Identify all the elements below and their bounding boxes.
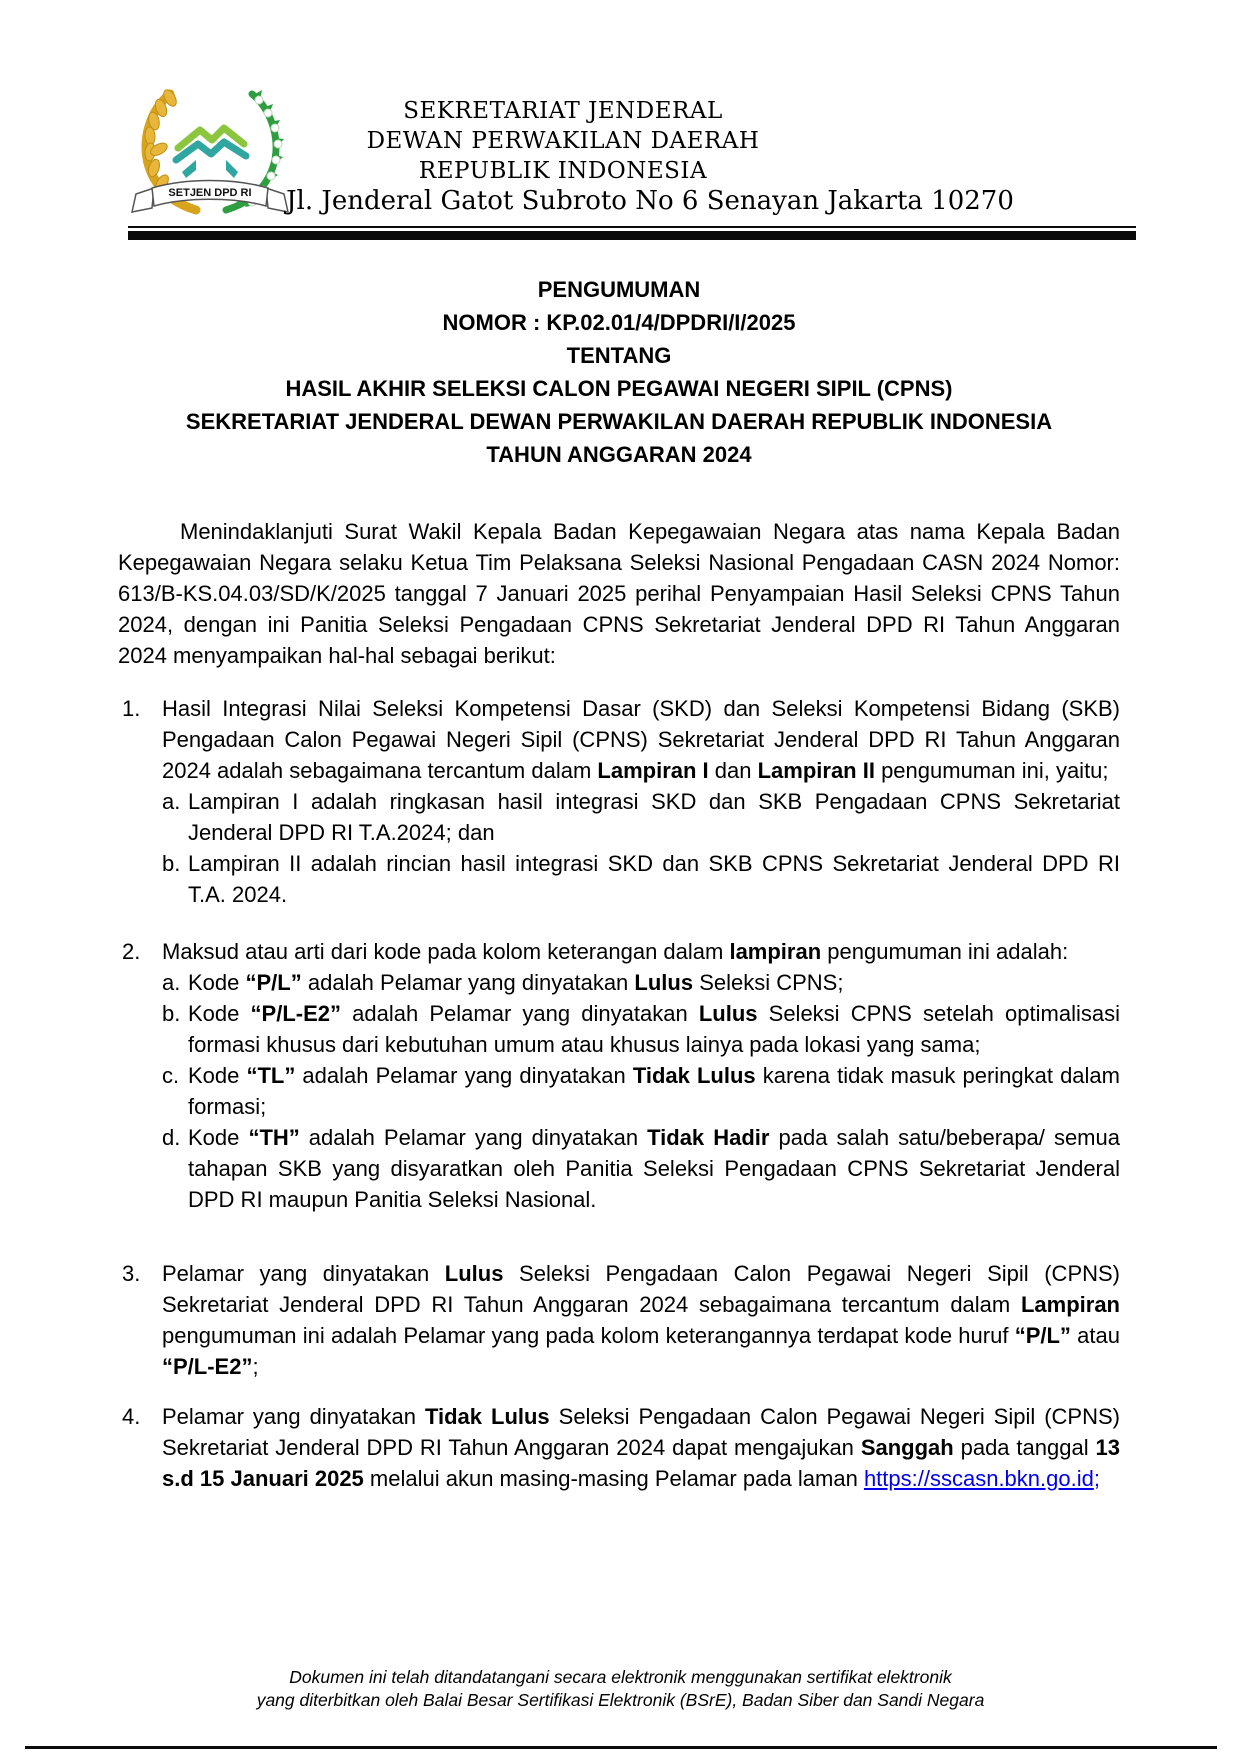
body-text: Lampiran I adalah ringkasan hasil integrasi SKD dan SKB Pengadaan CPNS Sekretariat Jenderal DPD RI T.A.2024; dan: [188, 789, 1120, 845]
sscasn-link[interactable]: https://sscasn.bkn.go.id: [863, 1466, 1094, 1491]
list-item-2: [118, 936, 1120, 1215]
body-text: pada salah satu/beberapa/ semua tahapan SKB yang disyaratkan oleh Panitia Seleksi Pengadaan CPNS Sekretariat Jenderal DPD RI maupun Panitia Seleksi Nasional.: [188, 1125, 1120, 1212]
emphasis-text: lampiran: [729, 939, 822, 964]
list-item-4: [118, 1401, 1120, 1494]
emphasis-text: “P/L”: [245, 970, 302, 995]
item-text: [162, 1401, 1120, 1494]
title-line: PENGUMUMAN: [537, 277, 701, 302]
institution-line: DEWAN PERWAKILAN DAERAH: [366, 128, 760, 154]
title-line: SEKRETARIAT JENDERAL DEWAN PERWAKILAN DAERAH REPUBLIK INDONESIA: [185, 409, 1053, 434]
body-text: Maksud atau arti dari kode pada kolom keterangan dalam: [162, 939, 730, 964]
emphasis-text: 13 s.d 15 Januari 2025: [162, 1435, 1120, 1491]
sub-item-letter: a.: [162, 970, 181, 995]
emphasis-text: Lulus: [634, 970, 694, 995]
list-item-1: [118, 693, 1120, 910]
emphasis-text: “TL”: [246, 1063, 296, 1088]
sub-item-letter: a.: [162, 789, 181, 814]
announcement-title-block: [118, 273, 1120, 471]
emphasis-text: “P/L”: [1014, 1323, 1071, 1348]
emphasis-text: Tidak Hadir: [647, 1125, 770, 1150]
sub-item-letter: b.: [162, 851, 181, 876]
body-text: Seleksi CPNS;: [693, 970, 844, 995]
sub-item-a: [162, 786, 1120, 848]
emphasis-text: “TH”: [248, 1125, 300, 1150]
body-text: pengumuman ini, yaitu;: [874, 758, 1109, 783]
body-text: ;: [1093, 1466, 1100, 1491]
body-text: atau: [1070, 1323, 1121, 1348]
footer-note-line: Dokumen ini telah ditandatangani secara elektronik menggunakan sertifikat elektronik: [289, 1667, 952, 1687]
footer-note: [0, 1666, 1241, 1712]
address-line: Jl. Jenderal Gatot Subroto No 6 Senayan Jakarta 10270: [286, 186, 1014, 216]
emphasis-text: Lulus: [698, 1001, 758, 1026]
sub-item-b: [162, 848, 1120, 910]
emphasis-text: Lampiran I: [597, 758, 709, 783]
body-text: adalah Pelamar yang dinyatakan: [341, 1001, 699, 1026]
body-text: Kode: [188, 970, 246, 995]
body-text: Pelamar yang dinyatakan: [162, 1261, 445, 1286]
item-paragraph: [162, 936, 1120, 967]
sub-item-d: [162, 1122, 1120, 1215]
institution-name-block: [288, 96, 838, 186]
item-text: [162, 936, 1120, 1215]
body-text: Kode: [188, 1001, 251, 1026]
announcement-list: [118, 693, 1120, 1494]
sub-item-text: [188, 786, 1120, 848]
item-paragraph: [162, 1401, 1120, 1494]
item-number: 3.: [122, 1261, 141, 1286]
title-line: HASIL AKHIR SELEKSI CALON PEGAWAI NEGERI SIPIL (CPNS): [285, 376, 953, 401]
logo-banner-text: SETJEN DPD RI: [168, 187, 252, 199]
body-text: karena tidak masuk peringkat dalam formasi;: [188, 1063, 1120, 1119]
body-text: ;: [252, 1354, 259, 1379]
body-text: Hasil Integrasi Nilai Seleksi Kompetensi Dasar (SKD) dan Seleksi Kompetensi Bidang (SKB) Pengadaan Calon Pegawai Negeri Sipil (CPNS) Sekretariat Jenderal DPD RI Tahun Anggaran 2024 adalah sebagaimana tercantum dalam: [162, 696, 1120, 783]
bottom-rule: [25, 1746, 1217, 1749]
body-text: Seleksi Pengadaan Calon Pegawai Negeri Sipil (CPNS) Sekretariat Jenderal DPD RI Tahun Anggaran 2024 dapat mengajukan: [162, 1404, 1120, 1460]
title-line: NOMOR : KP.02.01/4/DPDRI/I/2025: [442, 310, 796, 335]
body-text: Kode: [188, 1063, 247, 1088]
footer-note-line: yang diterbitkan oleh Balai Besar Sertifikasi Elektronik (BSrE), Badan Siber dan Sandi Negara: [256, 1690, 985, 1710]
body-text: adalah Pelamar yang dinyatakan: [299, 1125, 648, 1150]
institution-line: SEKRETARIAT JENDERAL: [403, 98, 723, 124]
letterhead-rule: [128, 226, 1136, 240]
title-line: TAHUN ANGGARAN 2024: [486, 442, 752, 467]
body-text: pengumuman ini adalah:: [821, 939, 1069, 964]
item-paragraph: [162, 693, 1120, 786]
emphasis-text: Lulus: [444, 1261, 504, 1286]
emphasis-text: Lampiran: [1020, 1292, 1120, 1317]
sub-item-letter: b.: [162, 1001, 181, 1026]
body-text: dan: [708, 758, 758, 783]
body-text: Lampiran II adalah rincian hasil integrasi SKD dan SKB CPNS Sekretariat Jenderal DPD RI T.A. 2024.: [188, 851, 1120, 907]
item-number: 2.: [122, 939, 141, 964]
list-item-3: [118, 1258, 1120, 1382]
sub-item-text: [188, 848, 1120, 910]
sub-item-a: [162, 967, 1120, 998]
sub-item-text: [188, 1122, 1120, 1215]
emphasis-text: “P/L-E2”: [250, 1001, 341, 1026]
body-text: pengumuman ini adalah Pelamar yang pada kolom keterangannya terdapat kode huruf: [162, 1323, 1015, 1348]
institution-line: REPUBLIK INDONESIA: [418, 158, 708, 184]
body-text: Kode: [188, 1125, 249, 1150]
sub-item-letter: d.: [162, 1125, 181, 1150]
sub-item-text: [188, 1060, 1120, 1122]
emphasis-text: “P/L-E2”: [162, 1354, 253, 1379]
document-body: [118, 259, 1120, 1494]
title-line: TENTANG: [566, 343, 672, 368]
emphasis-text: Tidak Lulus: [632, 1063, 756, 1088]
sub-item-text: [188, 967, 1120, 998]
sub-item-b: [162, 998, 1120, 1060]
item-text: [162, 1258, 1120, 1382]
body-text: Seleksi CPNS setelah optimalisasi formasi khusus dari kebutuhan umum atau khusus lainya pada lokasi yang sama;: [188, 1001, 1120, 1057]
item-paragraph: [162, 1258, 1120, 1382]
opening-paragraph: [118, 516, 1120, 671]
body-text: Menindaklanjuti Surat Wakil Kepala Badan Kepegawaian Negara atas nama Kepala Badan Kepegawaian Negara selaku Ketua Tim Pelaksana Seleksi Nasional Pengadaan CASN 2024 Nomor: 613/B-KS.04.03/SD/K/2025 tanggal 7 Januari 2025 perihal Penyampaian Hasil Seleksi CPNS Tahun 2024, dengan ini Panitia Seleksi Pengadaan CPNS Sekretariat Jenderal DPD RI Tahun Anggaran 2024 menyampaikan hal-hal sebagai berikut:: [118, 519, 1120, 668]
sub-item-text: [188, 998, 1120, 1060]
sub-item-letter: c.: [162, 1063, 180, 1088]
item-number: 4.: [122, 1404, 141, 1429]
body-text: Seleksi Pengadaan Calon Pegawai Negeri Sipil (CPNS) Sekretariat Jenderal DPD RI Tahun Anggaran 2024 sebagaimana tercantum dalam: [162, 1261, 1121, 1317]
body-text: pada tanggal: [953, 1435, 1096, 1460]
body-text: melalui akun masing-masing Pelamar pada laman: [363, 1466, 864, 1491]
body-text: Pelamar yang dinyatakan: [162, 1404, 425, 1429]
body-text: adalah Pelamar yang dinyatakan: [295, 1063, 633, 1088]
item-number: 1.: [122, 696, 141, 721]
item-text: [162, 693, 1120, 910]
body-text: adalah Pelamar yang dinyatakan: [301, 970, 635, 995]
sub-item-c: [162, 1060, 1120, 1122]
emphasis-text: Tidak Lulus: [424, 1404, 550, 1429]
emphasis-text: Sanggah: [860, 1435, 954, 1460]
emphasis-text: Lampiran II: [757, 758, 875, 783]
